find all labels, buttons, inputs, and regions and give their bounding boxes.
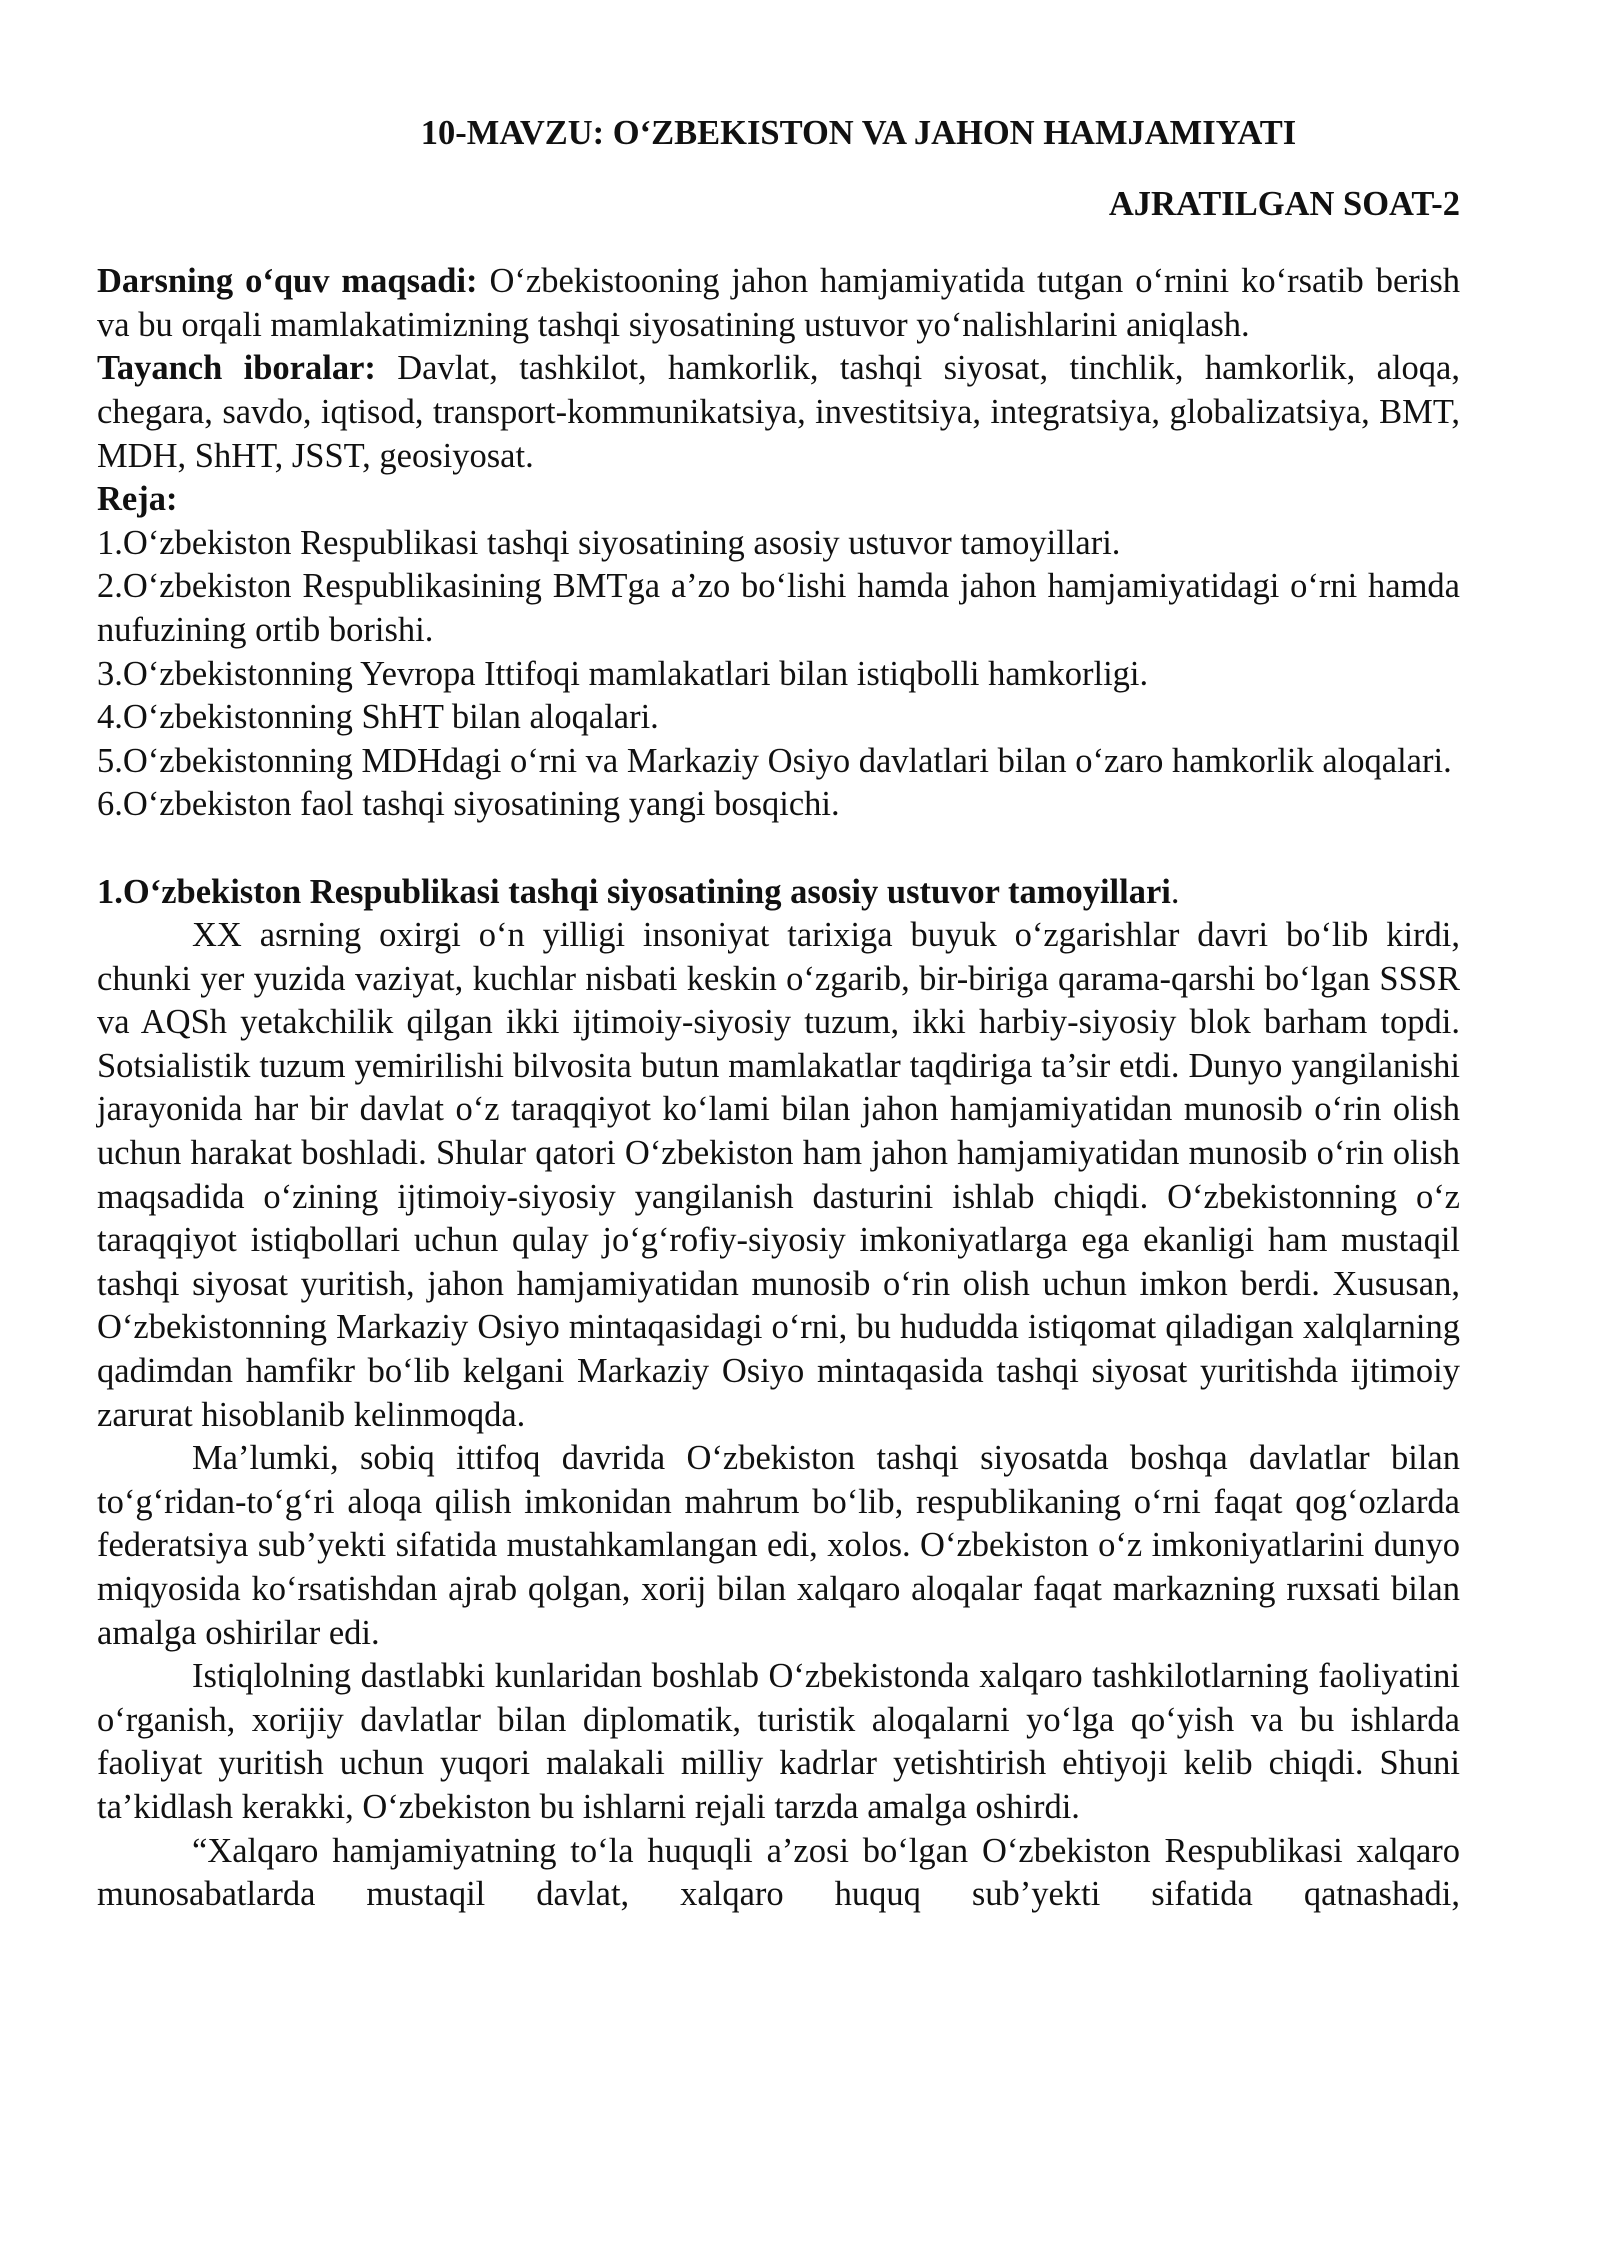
keywords-label: Tayanch iboralar:	[97, 349, 376, 388]
plan-item: 3.O‘zbekistonning Yevropa Ittifoqi mamlakatlari bilan istiqbolli hamkorligi.	[97, 654, 1149, 693]
section-heading-dot: .	[1170, 872, 1180, 911]
body-paragraph: XX asrning oxirgi o‘n yilligi insoniyat tarixiga buyuk o‘zgarishlar davri bo‘lib kirdi, chunki yer yuzida vaziyat, kuchlar nisbati keskin o‘zgarib, bir-biriga qarama-qarshi bo‘lgan SSSR va AQSh yetakchilik qilgan ikki ijtimoiy-siyosiy tuzum, ikki harbiy-siyosiy blok barham topdi. Sotsialistik tuzum yemirilishi bilvosita butun mamlakatlar taqdiriga ta’sir etdi. Dunyo yangilanishi jarayonida har bir davlat o‘z taraqqiyot ko‘lami bilan jahon hamjamiyatidan munosib o‘rin olish uchun harakat boshladi. Shular qatori O‘zbekiston ham jahon hamjamiyatidan munosib o‘rin olish maqsadida o‘zining ijtimoiy-siyosiy yangilanish dasturini ishlab chiqdi. O‘zbekistonning o‘z taraqqiyot istiqbollari uchun qulay jo‘g‘rofiy-siyosiy imkoniyatlarga ega ekanligi ham mustaqil tashqi siyosat yuritish, jahon hamjamiyatidan munosib o‘rin olish uchun imkon berdi. Xususan, O‘zbekistonning Markaziy Osiyo mintaqasidagi o‘rni, bu hududda istiqomat qiladigan xalqlarning qadimdan hamfikr bo‘lib kelgani Markaziy Osiyo mintaqasida tashqi siyosat yuritishda ijtimoiy zarurat hisoblanib kelinmoqda.	[97, 916, 1460, 1434]
body-paragraph: Istiqlolning dastlabki kunlaridan boshlab O‘zbekistonda xalqaro tashkilotlarning faoliyatini o‘rganish, xorijiy davlatlar bilan diplomatik, turistik aloqalarni yo‘lga qo‘yish va bu ishlarda faoliyat yuritish uchun yuqori malakali milliy kadrlar yetishtirish ehtiyoji kelib chiqdi. Shuni ta’kidlash kerakki, O‘zbekiston bu ishlarni rejali tarzda amalga oshirdi.	[97, 1657, 1460, 1826]
plan-item: 1.O‘zbekiston Respublikasi tashqi siyosatining asosiy ustuvor tamoyillari.	[97, 523, 1121, 562]
goal-label: Darsning o‘quv maqsadi:	[97, 262, 478, 301]
keywords	[97, 347, 1460, 478]
plan-item: 5.O‘zbekistonning MDHdagi o‘rni va Markaziy Osiyo davlatlari bilan o‘zaro hamkorlik aloqalari.	[97, 741, 1452, 780]
goal-text: O‘zbekistooning jahon hamjamiyatida tutgan o‘rnini ko‘rsatib berish va bu orqali mamlakatimizning tashqi siyosatining ustuvor yo‘nalishlarini aniqlash.	[97, 262, 1461, 344]
plan-item: 2.O‘zbekiston Respublikasining BMTga a’zo bo‘lishi hamda jahon hamjamiyatidagi o‘rni hamda nufuzining ortib borishi.	[97, 567, 1460, 649]
lesson-goal	[97, 260, 1460, 347]
page-title: 10-MAVZU: O‘ZBEKISTON VA JAHON HAMJAMIYATI	[420, 114, 1297, 152]
keywords-text: Davlat, tashkilot, hamkorlik, tashqi siyosat, tinchlik, hamkorlik, aloqa, chegara, savdo, iqtisod, transport-kommunikatsiya, investitsiya, integratsiya, globalizatsiya, BMT, MDH, ShHT, JSST, geosiyosat.	[97, 349, 1460, 475]
plan-label: Reja:	[97, 480, 178, 519]
document-page	[97, 112, 1460, 1917]
allocated-hours: AJRATILGAN SOAT-2	[1108, 184, 1460, 223]
body-paragraph: Ma’lumki, sobiq ittifoq davrida O‘zbekiston tashqi siyosatda boshqa davlatlar bilan to‘g‘ridan-to‘g‘ri aloqa qilish imkonidan mahrum bo‘lib, respublikaning o‘rni faqat qog‘ozlarda federatsiya sub’yekti sifatida mustahkamlangan edi, xolos. O‘zbekiston o‘z imkoniyatlarini dunyo miqyosida ko‘rsatishdan ajrab qolgan, xorij bilan xalqaro aloqalar faqat markazning ruxsati bilan amalga oshirilar edi.	[97, 1439, 1460, 1652]
section-heading-text: 1.O‘zbekiston Respublikasi tashqi siyosatining asosiy ustuvor tamoyillari	[97, 872, 1171, 911]
body-paragraph: “Xalqaro hamjamiyatning to‘la huquqli a’zosi bo‘lgan O‘zbekiston Respublikasi xalqaro munosabatlarda mustaqil davlat, xalqaro huquq sub’yekti sifatida qatnashadi,	[97, 1831, 1460, 1914]
section-heading	[97, 871, 1460, 915]
plan-item: 6.O‘zbekiston faol tashqi siyosatining yangi bosqichi.	[97, 785, 840, 824]
plan-item: 4.O‘zbekistonning ShHT bilan aloqalari.	[97, 698, 659, 737]
